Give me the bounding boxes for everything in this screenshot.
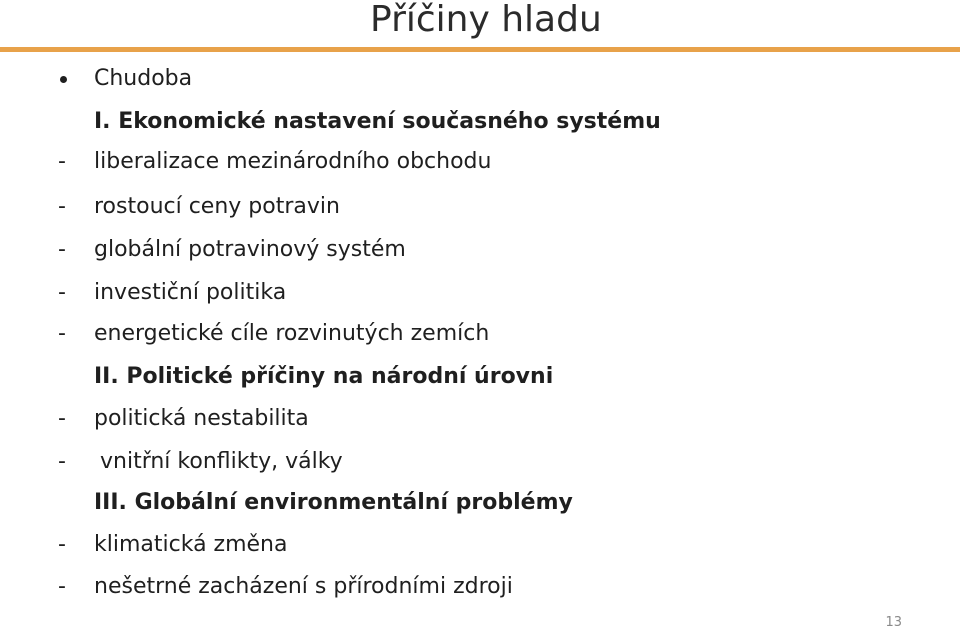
dash-marker: - — [58, 574, 66, 599]
list-item: nešetrné zacházení s přírodními zdroji — [94, 574, 513, 599]
dash-marker: - — [58, 149, 66, 174]
dash-marker: - — [58, 449, 66, 474]
list-item: globální potravinový systém — [94, 237, 406, 262]
dash-marker: - — [58, 194, 66, 219]
title-divider — [0, 47, 960, 52]
list-item: rostoucí ceny potravin — [94, 194, 340, 219]
list-item: liberalizace mezinárodního obchodu — [94, 149, 492, 174]
section-heading-environmental: III. Globální environmentální problémy — [94, 490, 573, 515]
section-heading-political: II. Politické příčiny na národní úrovni — [94, 364, 554, 389]
dash-marker: - — [58, 532, 66, 557]
list-item: vnitřní konflikty, války — [100, 449, 343, 474]
bullet-dot-icon — [60, 76, 67, 83]
list-item: klimatická změna — [94, 532, 288, 557]
page-number: 13 — [885, 615, 902, 630]
list-item: politická nestabilita — [94, 406, 309, 431]
dash-marker: - — [58, 321, 66, 346]
dash-marker: - — [58, 280, 66, 305]
slide-title: Příčiny hladu — [370, 0, 602, 40]
list-item: energetické cíle rozvinutých zemích — [94, 321, 490, 346]
section-heading-economic: I. Ekonomické nastavení současného systému — [94, 109, 661, 134]
dash-marker: - — [58, 406, 66, 431]
bullet-chudoba: Chudoba — [94, 66, 193, 91]
dash-marker: - — [58, 237, 66, 262]
list-item: investiční politika — [94, 280, 287, 305]
